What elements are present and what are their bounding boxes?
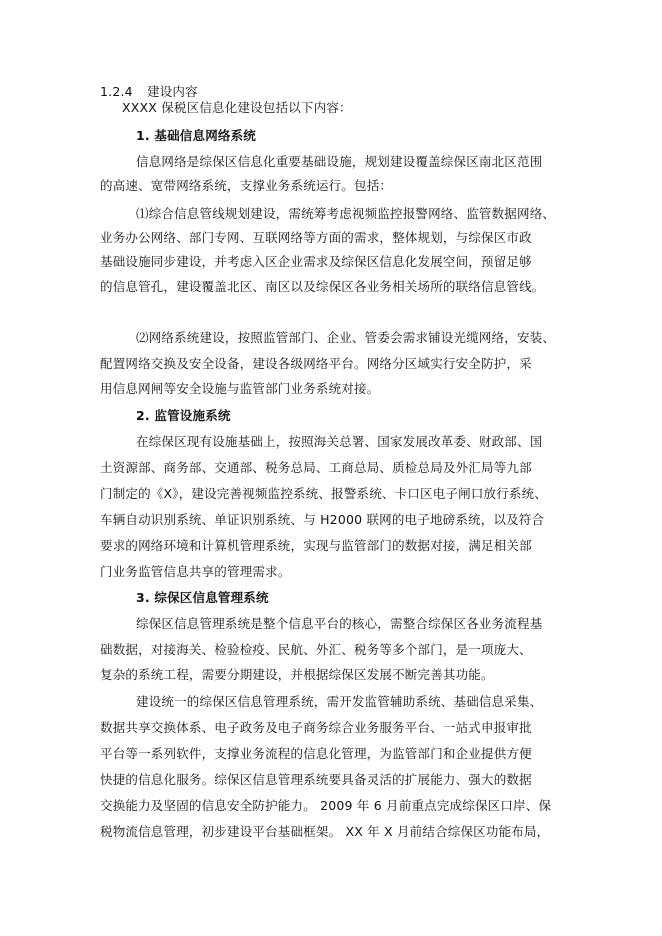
paragraph-line: 平台等一系列软件，支撑业务流程的信息化管理，为监管部门和企业提供方便 [100, 746, 532, 761]
paragraph-line: 交换能力及坚固的信息安全防护能力。 2009 年 6 月前重点完成综保区口岸、保 [100, 798, 552, 813]
paragraph-line: 基础设施同步建设，并考虑入区企业需求及综保区信息化发展空间，预留足够 [100, 254, 532, 269]
section-intro: XXXX 保税区信息化建设包括以下内容： [122, 100, 352, 115]
paragraph-line: 用信息网闸等安全设施与监管部门业务系统对接。 [100, 381, 380, 396]
heading-basic-network: 1. 基础信息网络系统 [136, 128, 256, 143]
paragraph-line: 车辆自动识别系统、单证识别系统、与 H2000 联网的电子地磅系统，以及符合 [100, 512, 545, 527]
paragraph-line: 数据共享交换体系、电子政务及电子商务综合业务服务平台、一站式申报审批 [100, 720, 532, 735]
paragraph-line: 税物流信息管理，初步建设平台基础框架。 XX 年 X 月前结合综保区功能布局， [100, 824, 550, 839]
paragraph-line: 在综保区现有设施基础上，按照海关总署、国家发展改革委、财政部、国 [136, 434, 543, 449]
paragraph-line: 综保区信息管理系统是整个信息平台的核心，需整合综保区各业务流程基 [136, 616, 543, 631]
paragraph-line: 建设统一的综保区信息管理系统，需开发监管辅助系统、基础信息采集、 [136, 694, 543, 709]
paragraph-line: 的高速、宽带网络系统，支撑业务系统运行。包括： [100, 178, 393, 193]
section-heading [100, 84, 198, 100]
paragraph-line: 门制定的《X》，建设完善视频监控系统、报警系统、卡口区电子闸口放行系统、 [100, 486, 548, 501]
paragraph-line: 复杂的系统工程，需要分期建设，并根据综保区发展不断完善其功能。 [100, 667, 494, 682]
paragraph-line: 要求的网络环境和计算机管理系统，实现与监管部门的数据对接，满足相关部 [100, 538, 532, 553]
paragraph-line: 土资源部、商务部、交通部、税务总局、工商总局、质检总局及外汇局等九部 [100, 460, 532, 475]
paragraph-line: 的信息管孔，建设覆盖北区、南区以及综保区各业务相关场所的联络信息管线。 [100, 279, 545, 294]
section-number: 1.2.4 [100, 84, 133, 99]
paragraph-line: ⑵网络系统建设，按照监管部门、企业、管委会需求铺设光缆网络，安装、 [136, 330, 556, 345]
paragraph-line: ⑴综合信息管线规划建设，需统筹考虑视频监控报警网络、监管数据网络、 [136, 206, 556, 221]
paragraph-line: 础数据，对接海关、检验检疫、民航、外汇、税务等多个部门，是一项庞大、 [100, 642, 532, 657]
heading-info-management: 3. 综保区信息管理系统 [136, 590, 269, 605]
paragraph-line: 门业务监管信息共享的管理需求。 [100, 564, 291, 579]
paragraph-line: 配置网络交换及安全设备，建设各级网络平台。网络分区域实行安全防护，采 [100, 356, 532, 371]
paragraph-line: 信息网络是综保区信息化重要基础设施，规划建设覆盖综保区南北区范围 [136, 154, 543, 169]
paragraph-line: 业务办公网络、部门专网、互联网络等方面的需求，整体规划，与综保区市政 [100, 230, 532, 245]
heading-supervision-facilities: 2. 监管设施系统 [136, 408, 231, 423]
section-title: 建设内容 [147, 84, 198, 99]
paragraph-line: 快捷的信息化服务。综保区信息管理系统要具备灵活的扩展能力、强大的数据 [100, 772, 532, 787]
